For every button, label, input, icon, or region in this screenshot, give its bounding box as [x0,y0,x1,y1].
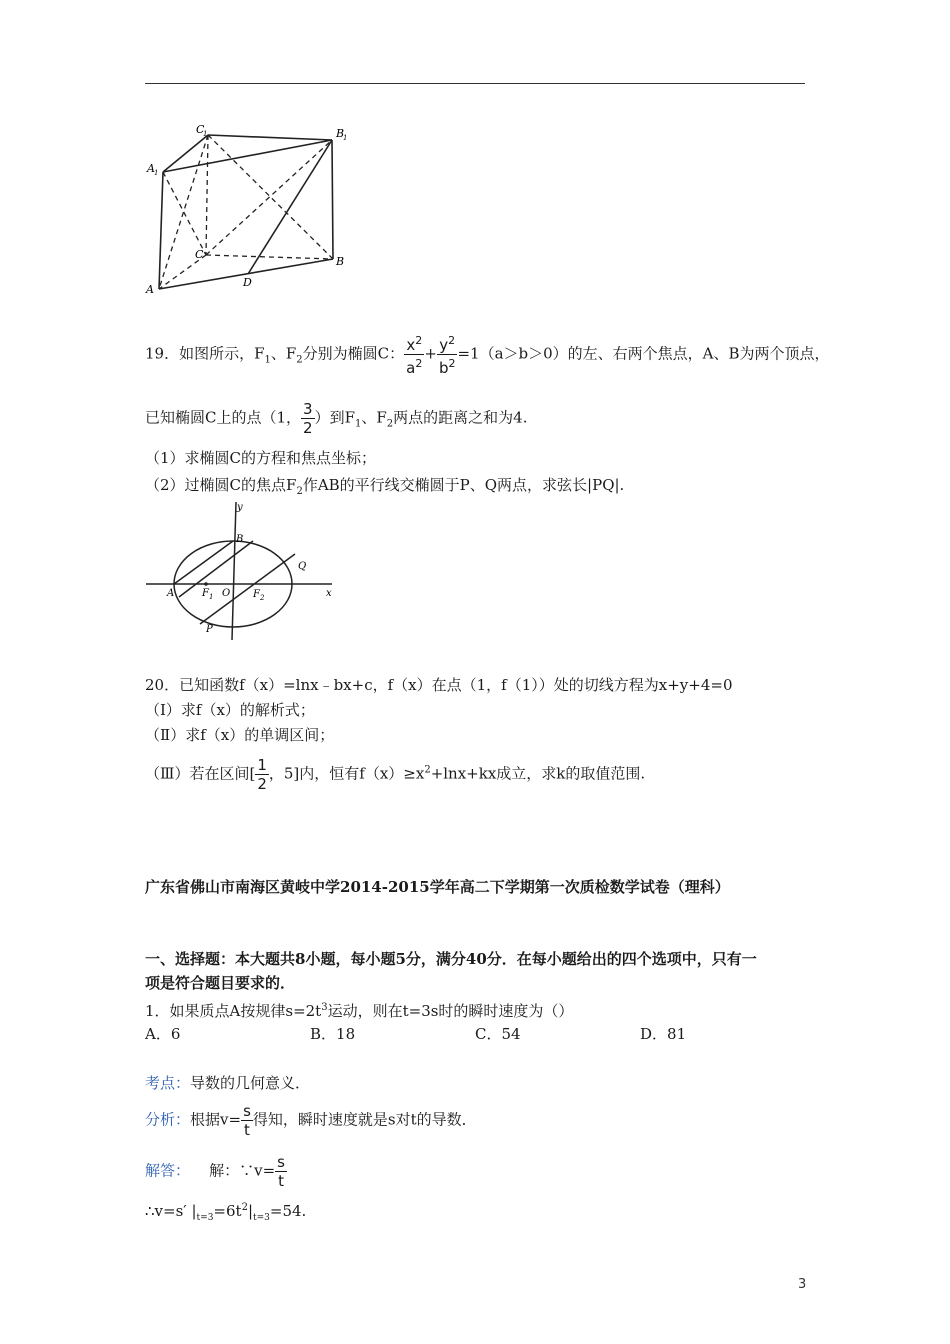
q19-line2: 已知椭圆C上的点（1， $\frac{3}{2}$ ）到$F_1$、$F_2$两点的距离之和为4. [145,400,528,437]
label-q: Q [298,561,307,572]
label-origin: O [222,588,231,599]
label-a-vertex: A [167,588,175,599]
jieda-line: 解答： 解：∵v= $\frac{s}{t}$ [145,1153,285,1190]
q19-line1: 19．如图所示，$F_1$、$F_2$分别为椭圆C： $\frac{x^2}{a^2}$ + $\frac{y^2}{b^2}$ =1（a＞b＞0）的左、右两个焦点，A、B为两个顶点， [145,334,830,377]
final-line: ∴v=s′ $|_{t=3}=6t^2|_{t=3}=54$. [145,1202,307,1223]
ellipse-figure [140,498,345,646]
exam-title: 广东省佛山市南海区黄岐中学2014-2015学年高二下学期第一次质检数学试卷（理科） [145,878,730,896]
svg-text:2: 2 [260,594,265,602]
q1-option-c: C．54 [475,1025,521,1043]
fraction-s-t: $\frac{s}{t}$ [243,1102,251,1139]
label-b-vertex: B [236,534,244,545]
label-a: A [146,283,154,296]
fraction-y2-b2: $\frac{y^2}{b^2}$ [438,334,456,377]
fraction-x2-a2: $\frac{x^2}{a^2}$ [406,334,423,377]
header-rule [145,83,805,84]
svg-text:1: 1 [209,593,214,601]
fraction-1-2: $\frac{1}{2}$ [257,756,267,793]
q19-part1: （1）求椭圆C的方程和焦点坐标； [145,449,377,467]
label-b1: B [336,127,345,140]
fenxi-label: 分析： [145,1110,191,1129]
label-y-axis: y [237,502,243,513]
section-heading-line2: 项是符合题目要求的． [145,974,296,992]
fenxi-line: 分析：根据v= $\frac{s}{t}$ 得知，瞬时速度就是s对t的导数． [145,1102,477,1139]
label-p: P [206,624,213,635]
q1-option-a: A．6 [145,1025,181,1043]
fraction-s-t-2: $\frac{s}{t}$ [277,1153,285,1190]
label-b1-sub: 1 [343,134,348,142]
q1-option-d: D．81 [640,1025,687,1043]
label-b: B [336,255,345,268]
label-a1: A [147,162,155,175]
q1-option-b: B．18 [310,1025,356,1043]
q20-line1: 20．已知函数f（x）=lnx﹣bx+c，f（x）在点（1，f（1））处的切线方程为x+y+4=0 [145,676,733,694]
jieda-label: 解答： [145,1161,191,1180]
q1-stem: 1．如果质点A按规律$s=2t^3$运动，则在t=3s时的瞬时速度为（） [145,1002,574,1020]
label-f1: F [202,588,209,599]
label-c1: C [196,123,205,136]
kaodian-line: 考点：导数的几何意义． [145,1074,311,1092]
label-f2: F [253,589,260,600]
label-a1-sub: 1 [154,169,159,177]
label-x-axis: x [326,588,332,599]
prism-figure [140,122,365,302]
label-d: D [243,276,252,289]
kaodian-label: 考点： [145,1074,191,1092]
focus-f1 [204,582,208,586]
q20-part3: （Ⅲ）若在区间[ $\frac{1}{2}$ ，5]内，恒有$f(x)\ge x^2+\ln x+kx$成立，求k的取值范围. [145,756,646,793]
q20-part1: （Ⅰ）求f（x）的解析式； [145,701,315,719]
page-number: 3 [798,1277,807,1292]
label-c: C [195,248,204,261]
fraction-3-2: $\frac{3}{2}$ [303,400,313,437]
q20-part2: （Ⅱ）求f（x）的单调区间； [145,726,335,744]
label-c1-sub: 1 [203,130,208,138]
q19-part2: （2）过椭圆C的焦点$F_2$作AB的平行线交椭圆于P、Q两点，求弦长|PQ|. [145,476,625,497]
section-heading-line1: 一、选择题：本大题共8小题，每小题5分，满分40分．在每小题给出的四个选项中，只有一 [145,950,757,968]
